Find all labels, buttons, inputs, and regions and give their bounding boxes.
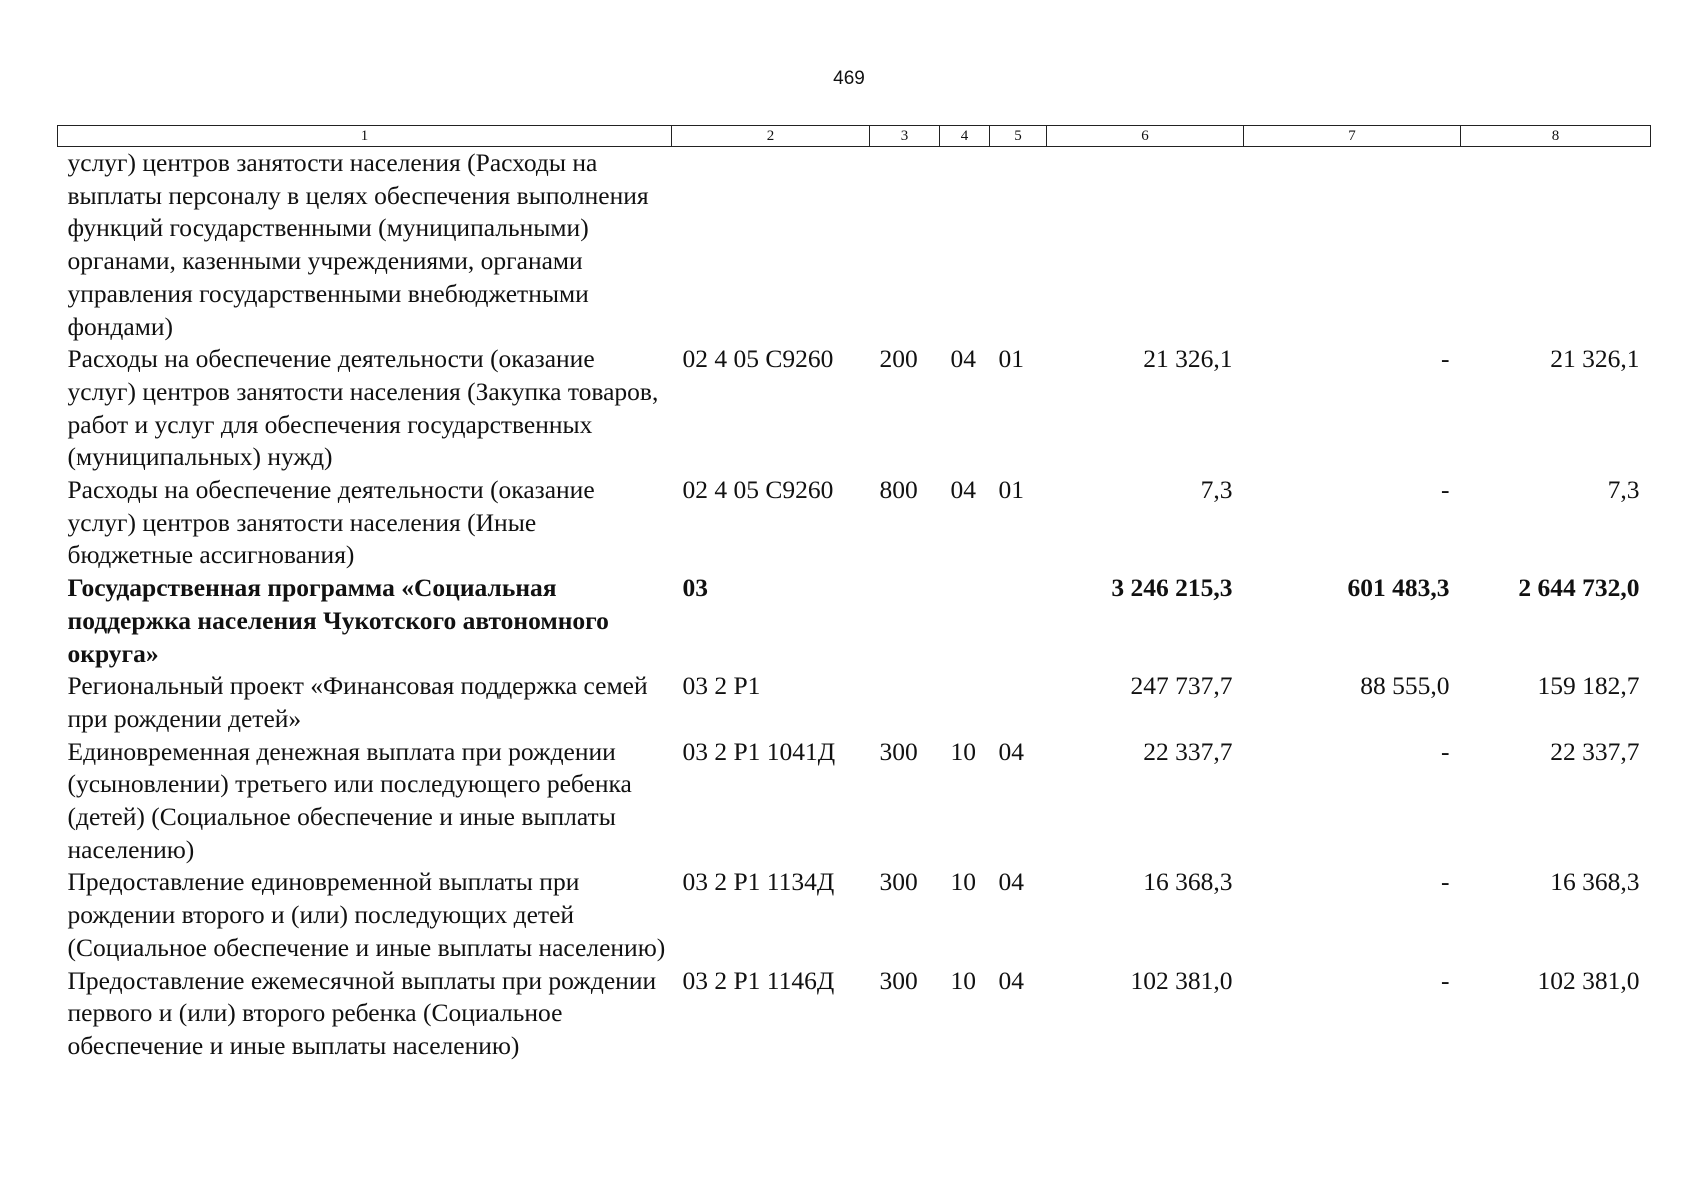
target-article-code: 03 2 P1 1041Д [682,736,836,766]
expense-type-code: 300 [879,965,918,995]
table-row [58,866,1651,964]
table-row [58,670,1651,735]
amount-federal [1244,147,1461,344]
expense-name: Предоставление единовременной выплаты при рождении второго и (или) последующих детей (Социальное обеспечение и иные выплаты населению) [67,867,666,962]
section-code: 10 [950,965,976,995]
table-header [58,126,1651,147]
amount-total: 22 337,7 [1143,736,1233,766]
column-number: 8 [1461,126,1651,147]
expense-type-code: 300 [879,867,918,897]
expense-name: Предоставление ежемесячной выплаты при рождении первого и (или) второго ребенка (Социальное обеспечение и иные выплаты населению) [67,965,657,1060]
subsection-code: 04 [998,965,1024,995]
expense-name: Государственная программа «Социальная поддержка населения Чукотского автономного округа» [67,573,609,668]
budget-table [57,125,1651,1063]
page-number: 469 [833,68,865,89]
table-row [58,343,1651,474]
table-row [58,736,1651,867]
column-number: 3 [870,126,940,147]
expense-type-code: 200 [879,344,918,374]
target-article-code: 03 2 P1 1146Д [682,965,835,995]
column-number: 7 [1244,126,1461,147]
expense-name: Расходы на обеспечение деятельности (оказание услуг) центров занятости населения (Иные бюджетные ассигнования) [67,475,595,570]
expense-name: Расходы на обеспечение деятельности (оказание услуг) центров занятости населения (Закупка товаров, работ и услуг для обеспечения государственных (муниципальных) нужд) [67,344,659,472]
table-row [58,965,1651,1063]
target-article-code [672,147,870,344]
subsection-code: 04 [998,867,1024,897]
amount-total: 16 368,3 [1143,867,1233,897]
amount-total: 7,3 [1200,475,1233,505]
column-number: 6 [1047,126,1244,147]
target-article-code: 02 4 05 С9260 [682,475,834,505]
subsection-code [990,670,1047,735]
expense-type-code: 300 [879,736,918,766]
subsection-code: 04 [998,736,1024,766]
table-row [58,147,1651,344]
amount-regional: 7,3 [1607,475,1640,505]
target-article-code: 03 [682,573,708,603]
amount-regional: 16 368,3 [1550,867,1640,897]
amount-total [1047,147,1244,344]
column-number: 5 [990,126,1047,147]
subsection-code: 01 [998,344,1024,374]
section-code: 04 [950,475,976,505]
expense-type-code [870,147,940,344]
expense-name: услуг) центров занятости населения (Расходы на выплаты персоналу в целях обеспечения выполнения функций государственными (муниципальными) органами, казенными учреждениями, органами управления государственными внебюджетными фондами) [67,148,649,341]
expense-type-code: 800 [879,475,918,505]
section-code [940,670,990,735]
amount-regional: 2 644 732,0 [1518,573,1640,603]
amount-federal: - [1441,736,1450,766]
amount-total: 247 737,7 [1130,671,1233,701]
amount-federal: - [1441,965,1450,995]
section-code [940,147,990,344]
subsection-code [990,147,1047,344]
subsection-code [990,572,1047,670]
column-number: 1 [58,126,672,147]
amount-regional: 102 381,0 [1537,965,1640,995]
section-code: 10 [950,867,976,897]
amount-regional [1461,147,1651,344]
table-body [58,147,1651,1063]
expense-type-code [870,572,940,670]
expense-type-code [870,670,940,735]
table-row-program [58,572,1651,670]
amount-total: 3 246 215,3 [1111,573,1233,603]
amount-federal: 88 555,0 [1360,671,1450,701]
target-article-code: 03 2 P1 1134Д [682,867,835,897]
amount-federal: 601 483,3 [1347,573,1450,603]
amount-regional: 21 326,1 [1550,344,1640,374]
amount-federal: - [1441,344,1450,374]
amount-total: 21 326,1 [1143,344,1233,374]
expense-name: Региональный проект «Финансовая поддержка семей при рождении детей» [67,671,648,733]
amount-regional: 22 337,7 [1550,736,1640,766]
expense-name: Единовременная денежная выплата при рождении (усыновлении) третьего или последующего ребенка (детей) (Социальное обеспечение и иные выплаты населению) [67,736,632,864]
amount-total: 102 381,0 [1130,965,1233,995]
target-article-code: 02 4 05 С9260 [682,344,834,374]
column-number-row [58,126,1651,147]
subsection-code: 01 [998,475,1024,505]
target-article-code: 03 2 P1 [682,671,761,701]
amount-federal: - [1441,867,1450,897]
amount-federal: - [1441,475,1450,505]
column-number: 4 [940,126,990,147]
amount-regional: 159 182,7 [1537,671,1640,701]
section-code: 10 [950,736,976,766]
column-number: 2 [672,126,870,147]
section-code [940,572,990,670]
table-row [58,474,1651,572]
section-code: 04 [950,344,976,374]
